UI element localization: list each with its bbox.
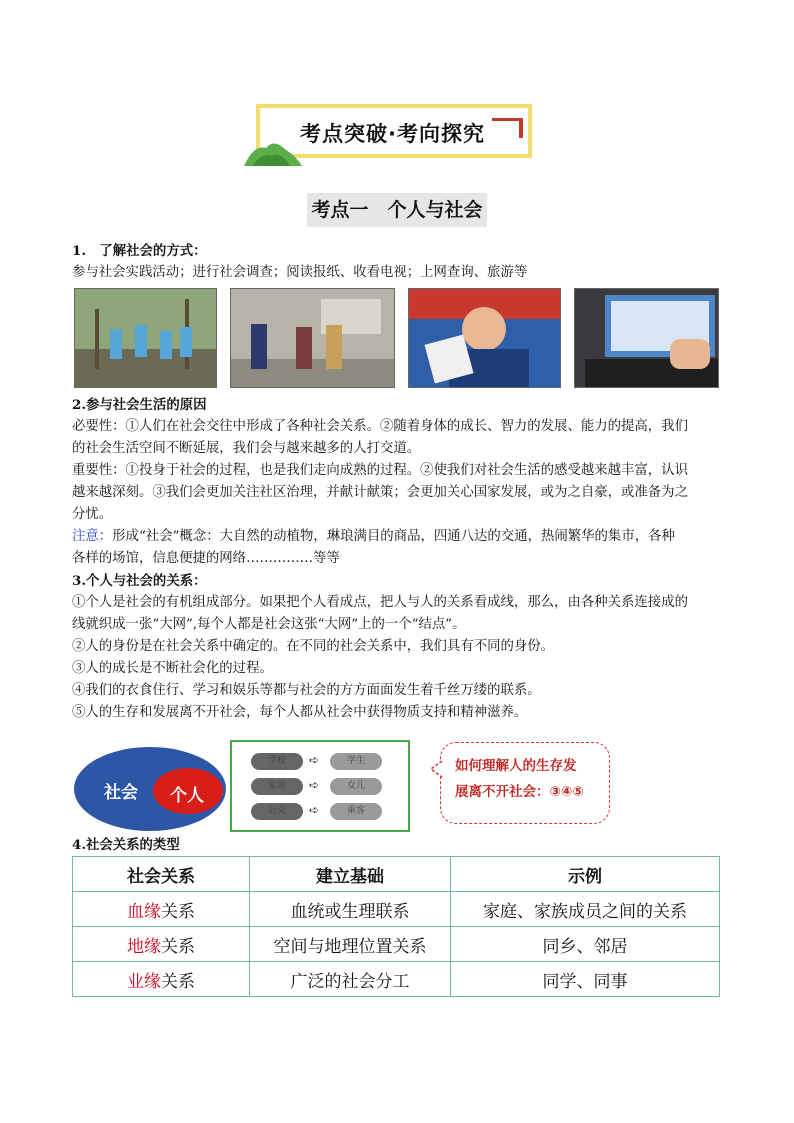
banner-accent-bar xyxy=(519,118,523,138)
table-header-row xyxy=(73,857,720,892)
table-cell: 家庭、家族成员之间的关系 xyxy=(451,892,720,927)
table-cell: 同乡、邻居 xyxy=(451,927,720,962)
type-suffix: 关系 xyxy=(161,901,195,922)
pill-family: 家庭 xyxy=(251,778,303,795)
table-cell: 空间与地理位置关系 xyxy=(250,927,451,962)
relations-table xyxy=(72,856,720,997)
s3-line-1: ①个人是社会的有机组成部分。如果把个人看成点，把人与人的关系看成线，那么，由各种关系连接成的 xyxy=(72,595,688,610)
society-label: 社会 xyxy=(104,783,138,803)
type-keyword: 业缘 xyxy=(127,971,161,992)
arrow-icon: ➪ xyxy=(309,778,320,792)
s2-line-1: 必要性：①人们在社会交往中形成了各种社会关系。②随着身体的成长、智力的发展、能力的提高，我们 xyxy=(72,419,688,434)
s2-note-line-1 xyxy=(72,526,675,548)
pill-passenger: 乘客 xyxy=(330,803,382,820)
table-header: 建立基础 xyxy=(250,857,451,892)
individual-label: 个人 xyxy=(170,786,204,806)
photo-volunteers xyxy=(74,288,217,388)
table-header: 社会关系 xyxy=(73,857,250,892)
table-cell xyxy=(73,962,250,997)
photo-laptop xyxy=(574,288,719,388)
table-header: 示例 xyxy=(451,857,720,892)
callout-tail xyxy=(430,760,444,778)
s2-line-5: 分忧。 xyxy=(72,507,113,522)
s3-line-3: ②人的身份是在社会关系中确定的。在不同的社会关系中，我们具有不同的身份。 xyxy=(72,639,555,654)
photo-reading-newspaper xyxy=(408,288,561,388)
s1-text: 参与社会实践活动；进行社会调查；阅读报纸、收看电视；上网查询、旅游等 xyxy=(72,265,528,280)
table-row xyxy=(73,927,720,962)
s1-heading: 1. 了解社会的方式： xyxy=(72,243,207,259)
table-cell: 同学、同事 xyxy=(451,962,720,997)
s3-line-5: ④我们的衣食住行、学习和娱乐等都与社会的方方面面发生着千丝万缕的联系。 xyxy=(72,683,541,698)
type-suffix: 关系 xyxy=(161,936,195,957)
arrow-icon: ➪ xyxy=(309,803,320,817)
pill-school: 学校 xyxy=(251,753,303,770)
s3-line-2: 线就织成一张“大网”,每个人都是社会这张“大网”上的一个“结点”。 xyxy=(72,617,466,632)
type-suffix: 关系 xyxy=(161,971,195,992)
table-row xyxy=(73,892,720,927)
arrow-icon: ➪ xyxy=(309,753,320,767)
banner-title: 考点突破·考向探究 xyxy=(300,122,485,146)
table-cell: 广泛的社会分工 xyxy=(250,962,451,997)
pill-daughter: 女儿 xyxy=(330,778,382,795)
s3-line-4: ③人的成长是不断社会化的过程。 xyxy=(72,661,273,676)
photo-survey xyxy=(230,288,395,388)
s2-heading: 2.参与社会生活的原因 xyxy=(72,397,207,413)
s3-heading: 3.个人与社会的关系： xyxy=(72,573,207,589)
table-cell xyxy=(73,927,250,962)
s2-line-3: 重要性：①投身于社会的过程，也是我们走向成熟的过程。②使我们对社会生活的感受越来越丰富，认识 xyxy=(72,463,688,478)
type-keyword: 地缘 xyxy=(127,936,161,957)
section-title: 考点一 个人与社会 xyxy=(311,199,483,221)
pill-bus: 公交 xyxy=(251,803,303,820)
mountain-icon xyxy=(244,138,304,168)
table-row xyxy=(73,962,720,997)
table-cell xyxy=(73,892,250,927)
type-keyword: 血缘 xyxy=(127,901,161,922)
pill-student: 学生 xyxy=(330,753,382,770)
note-text: 形成“社会”概念：大自然的动植物，琳琅满目的商品，四通八达的交通，热闹繁华的集市，各种 xyxy=(112,529,675,544)
s4-heading: 4.社会关系的类型 xyxy=(72,837,180,853)
s3-line-6: ⑤人的生存和发展离不开社会，每个人都从社会中获得物质支持和精神滋养。 xyxy=(72,705,528,720)
s2-line-4: 越来越深刻。③我们会更加关注社区治理，并献计献策；会更加关心国家发展，或为之自豪，或准备为之 xyxy=(72,485,688,500)
callout-line-1: 如何理解人的生存发 xyxy=(455,758,577,774)
note-label: 注意： xyxy=(72,529,113,544)
callout-line-2: 展离不开社会：③④⑤ xyxy=(455,784,584,800)
table-cell: 血统或生理联系 xyxy=(250,892,451,927)
s2-note-line-2: 各样的场馆，信息便捷的网络……………等等 xyxy=(72,551,340,566)
s2-line-2: 的社会生活空间不断延展，我们会与越来越多的人打交道。 xyxy=(72,441,421,456)
